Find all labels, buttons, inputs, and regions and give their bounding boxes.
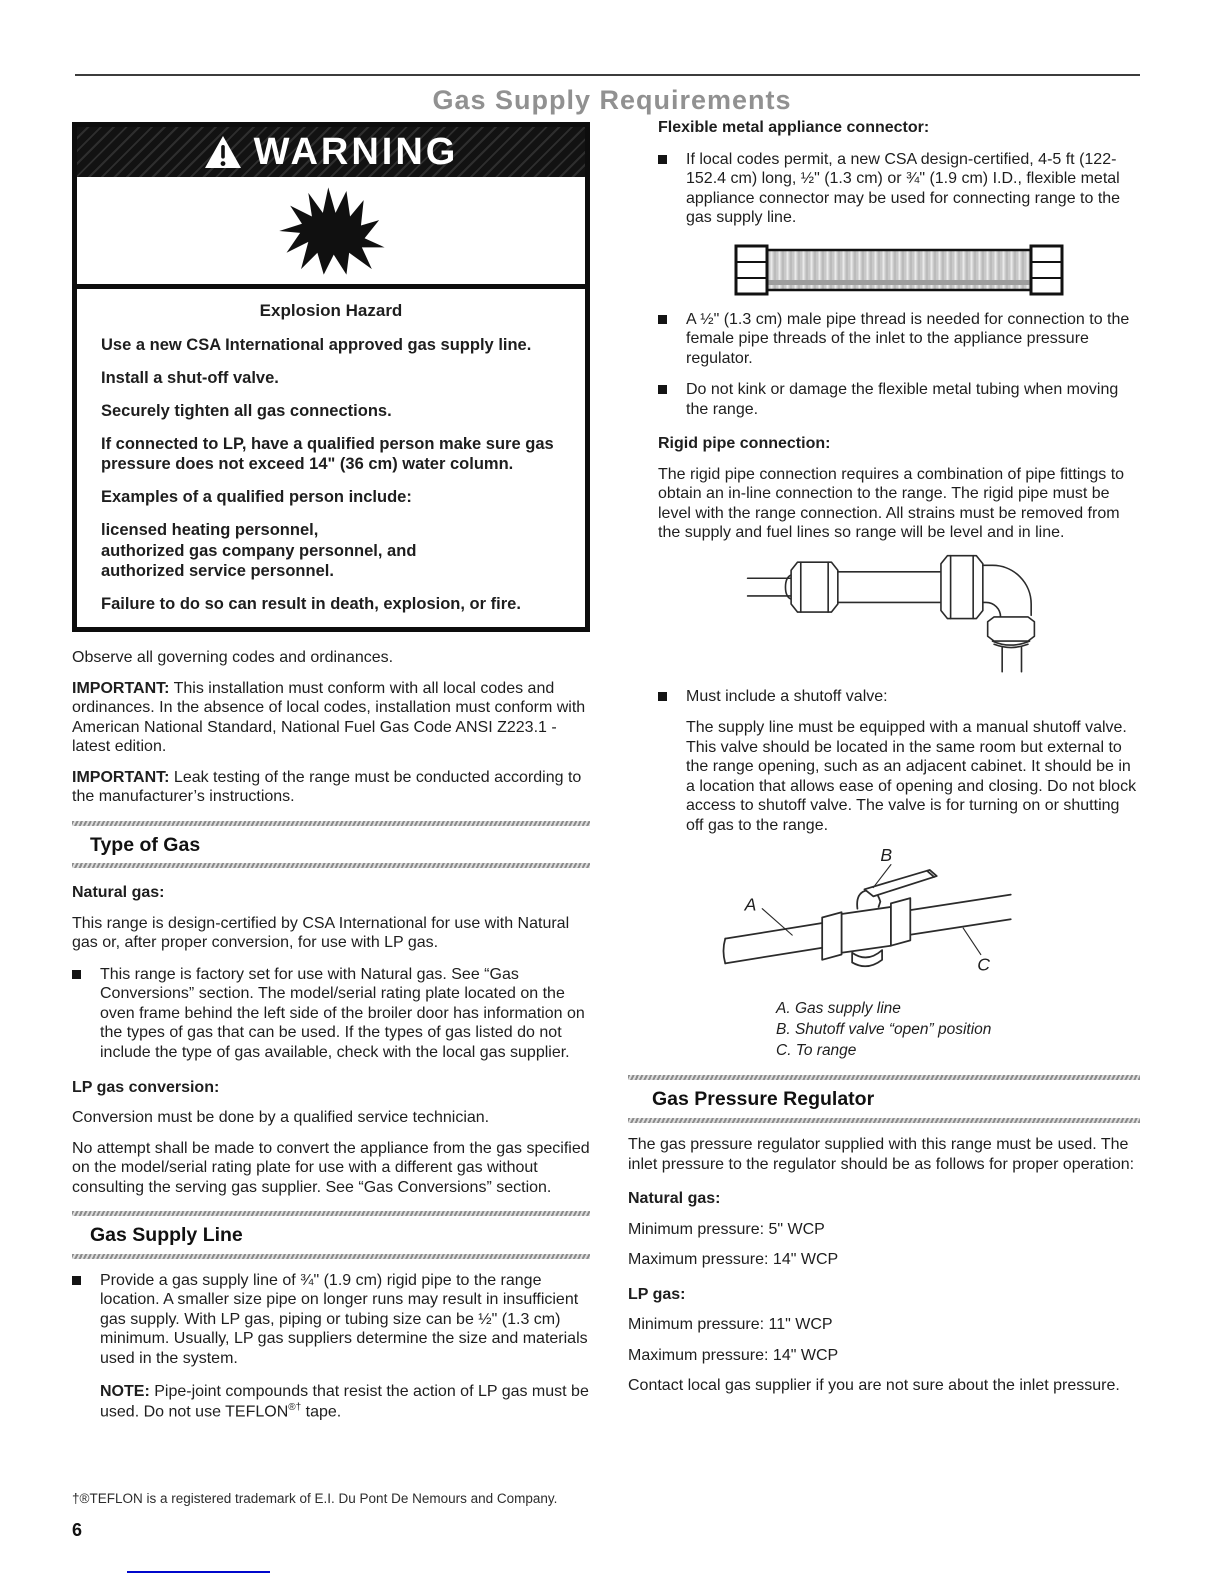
natural-gas-label: Natural gas: bbox=[72, 884, 165, 902]
section-rule bbox=[72, 863, 590, 868]
regulator-lp-label: LP gas: bbox=[628, 1285, 686, 1303]
important-paragraph-2: IMPORTANT: Leak testing of the range must be conducted according to the manufacturer’s instructions. bbox=[72, 768, 582, 806]
right-upper-block bbox=[658, 118, 1140, 1061]
bullet-square-icon bbox=[658, 155, 667, 164]
warning-line: If connected to LP, have a qualified person make sure gas pressure does not exceed 14" (36 cm) water column. bbox=[101, 435, 554, 474]
section-gas-pressure-regulator bbox=[628, 1075, 1140, 1123]
rigid-pipe-illustration bbox=[746, 554, 1036, 675]
warning-line: Securely tighten all gas connections. bbox=[101, 401, 392, 420]
warning-label: WARNING bbox=[253, 131, 459, 173]
natural-min-pressure: Minimum pressure: 5" WCP bbox=[628, 1220, 825, 1238]
caption-c: C. To range bbox=[776, 1042, 857, 1060]
section-rule bbox=[72, 1254, 590, 1259]
page-number: 6 bbox=[72, 1520, 83, 1540]
section-heading: Gas Supply Line bbox=[90, 1224, 243, 1247]
warning-qualified-list: licensed heating personnel, authorized gas company personnel, and authorized service personnel. bbox=[101, 521, 417, 580]
shutoff-valve-illustration bbox=[718, 847, 1018, 988]
bullet-square-icon bbox=[658, 385, 667, 394]
lp-conversion-text-2: No attempt shall be made to convert the appliance from the gas specified on the model/serial rating plate for use with a different gas without consulting the serving gas supplier. See “Gas Conversions” section. bbox=[72, 1139, 590, 1196]
section-heading: Type of Gas bbox=[90, 833, 201, 856]
lp-conversion-text-1: Conversion must be done by a qualified service technician. bbox=[72, 1109, 490, 1127]
left-column bbox=[72, 122, 590, 1422]
rigid-pipe-text: The rigid pipe connection requires a combination of pipe fittings to obtain an in-line connection to the range. The rigid pipe must be level with the range connection. All strains must be removed from the supply and fuel lines so range will be level and in line. bbox=[658, 465, 1125, 542]
valve-label-b: B bbox=[880, 847, 893, 866]
rigid-pipe-heading: Rigid pipe connection: bbox=[658, 435, 831, 453]
top-rule bbox=[75, 74, 1140, 76]
bullet-square-icon bbox=[658, 692, 667, 701]
warning-header bbox=[77, 127, 585, 177]
shutoff-valve-bullet: Must include a shutoff valve: bbox=[658, 687, 1140, 707]
note-paragraph: NOTE: Pipe-joint compounds that resist the action of LP gas must be used. Do not use TEFLON®† tape. bbox=[100, 1383, 589, 1421]
section-gas-supply-line bbox=[72, 1211, 590, 1259]
valve-captions bbox=[776, 998, 1140, 1061]
bullet-square-icon bbox=[72, 970, 81, 979]
bullet-square-icon bbox=[658, 315, 667, 324]
supply-line-bullet: Provide a gas supply line of ¾" (1.9 cm) rigid pipe to the range location. A smaller size pipe on longer runs may result in insufficient gas supply. With LP gas, piping or tubing size can be ½" (1.3 cm) minimum. Usually, LP gas suppliers determine the size and materials used in the system. bbox=[72, 1271, 590, 1369]
flex-bullet-2: A ½" (1.3 cm) male pipe thread is needed for connection to the female pipe threads of the inlet to the appliance pressure regulator. bbox=[658, 310, 1140, 369]
flex-bullet-3: Do not kink or damage the flexible metal tubing when moving the range. bbox=[658, 380, 1140, 419]
warning-triangle-icon bbox=[204, 135, 242, 169]
regulator-intro: The gas pressure regulator supplied with this range must be used. The inlet pressure to the regulator should be as follows for proper operation: bbox=[628, 1136, 1135, 1173]
lp-min-pressure: Minimum pressure: 11" WCP bbox=[628, 1316, 833, 1334]
warning-box bbox=[72, 122, 590, 632]
warning-body bbox=[77, 289, 585, 614]
flexible-connector-illustration bbox=[734, 244, 1064, 296]
warning-line: Use a new CSA International approved gas supply line. bbox=[101, 335, 532, 354]
shutoff-valve-text: The supply line must be equipped with a manual shutoff valve. This valve should be located in the same room but external to the range opening, such as an adjacent cabinet. It should be in a location that allows ease of opening and closing. Do not block access to shutoff valve. The valve is for turning on or shutting off gas to the range. bbox=[686, 719, 1137, 834]
warning-line: Examples of a qualified person include: bbox=[101, 488, 412, 507]
natural-gas-bullet: This range is factory set for use with Natural gas. See “Gas Conversions” section. The model/serial rating plate located on the oven frame behind the left side of the broiler door has information on the types of gas that can be used. If the types of gas listed do not include the type of gas available, check with the local gas supplier. bbox=[72, 965, 590, 1063]
natural-max-pressure: Maximum pressure: 14" WCP bbox=[628, 1251, 839, 1269]
regulator-natural-label: Natural gas: bbox=[628, 1190, 721, 1208]
warning-line: Install a shut-off valve. bbox=[101, 368, 279, 387]
section-rule bbox=[628, 1118, 1140, 1123]
section-heading: Gas Pressure Regulator bbox=[652, 1088, 875, 1111]
hazard-title: Explosion Hazard bbox=[259, 301, 403, 320]
contact-supplier-text: Contact local gas supplier if you are not sure about the inlet pressure. bbox=[628, 1377, 1120, 1395]
section-type-of-gas bbox=[72, 821, 590, 869]
teflon-footnote: †®TEFLON is a registered trademark of E.I. Du Pont De Nemours and Company. bbox=[72, 1491, 558, 1506]
footer-link-underline bbox=[127, 1571, 270, 1573]
natural-gas-text: This range is design-certified by CSA International for use with Natural gas or, after proper conversion, for use with LP gas. bbox=[72, 914, 570, 952]
valve-label-c: C bbox=[977, 954, 990, 975]
lp-conversion-label: LP gas conversion: bbox=[72, 1078, 220, 1096]
lp-max-pressure: Maximum pressure: 14" WCP bbox=[628, 1346, 839, 1364]
bullet-square-icon bbox=[72, 1276, 81, 1285]
caption-b: B. Shutoff valve “open” position bbox=[776, 1021, 992, 1039]
warning-line: Failure to do so can result in death, explosion, or fire. bbox=[101, 594, 521, 613]
right-column bbox=[628, 118, 1140, 1407]
page-title: Gas Supply Requirements bbox=[432, 85, 792, 115]
valve-label-a: A bbox=[744, 894, 757, 915]
flex-bullet-1: If local codes permit, a new CSA design-certified, 4-5 ft (122-152.4 cm) long, ½" (1.3 cm) or ¾" (1.9 cm) I.D., flexible metal appliance connector may be used for connecting range to the gas supply line. bbox=[658, 150, 1140, 228]
caption-a: A. Gas supply line bbox=[776, 1000, 901, 1018]
observe-codes-text: Observe all governing codes and ordinances. bbox=[72, 648, 394, 666]
flexible-connector-heading: Flexible metal appliance connector: bbox=[658, 119, 930, 136]
important-paragraph-1: IMPORTANT: This installation must conform with all local codes and ordinances. In the absence of local codes, installation must conform with American National Standard, National Fuel Gas Code ANSI Z223.1 - latest edition. bbox=[72, 679, 586, 756]
explosion-icon bbox=[77, 177, 585, 289]
